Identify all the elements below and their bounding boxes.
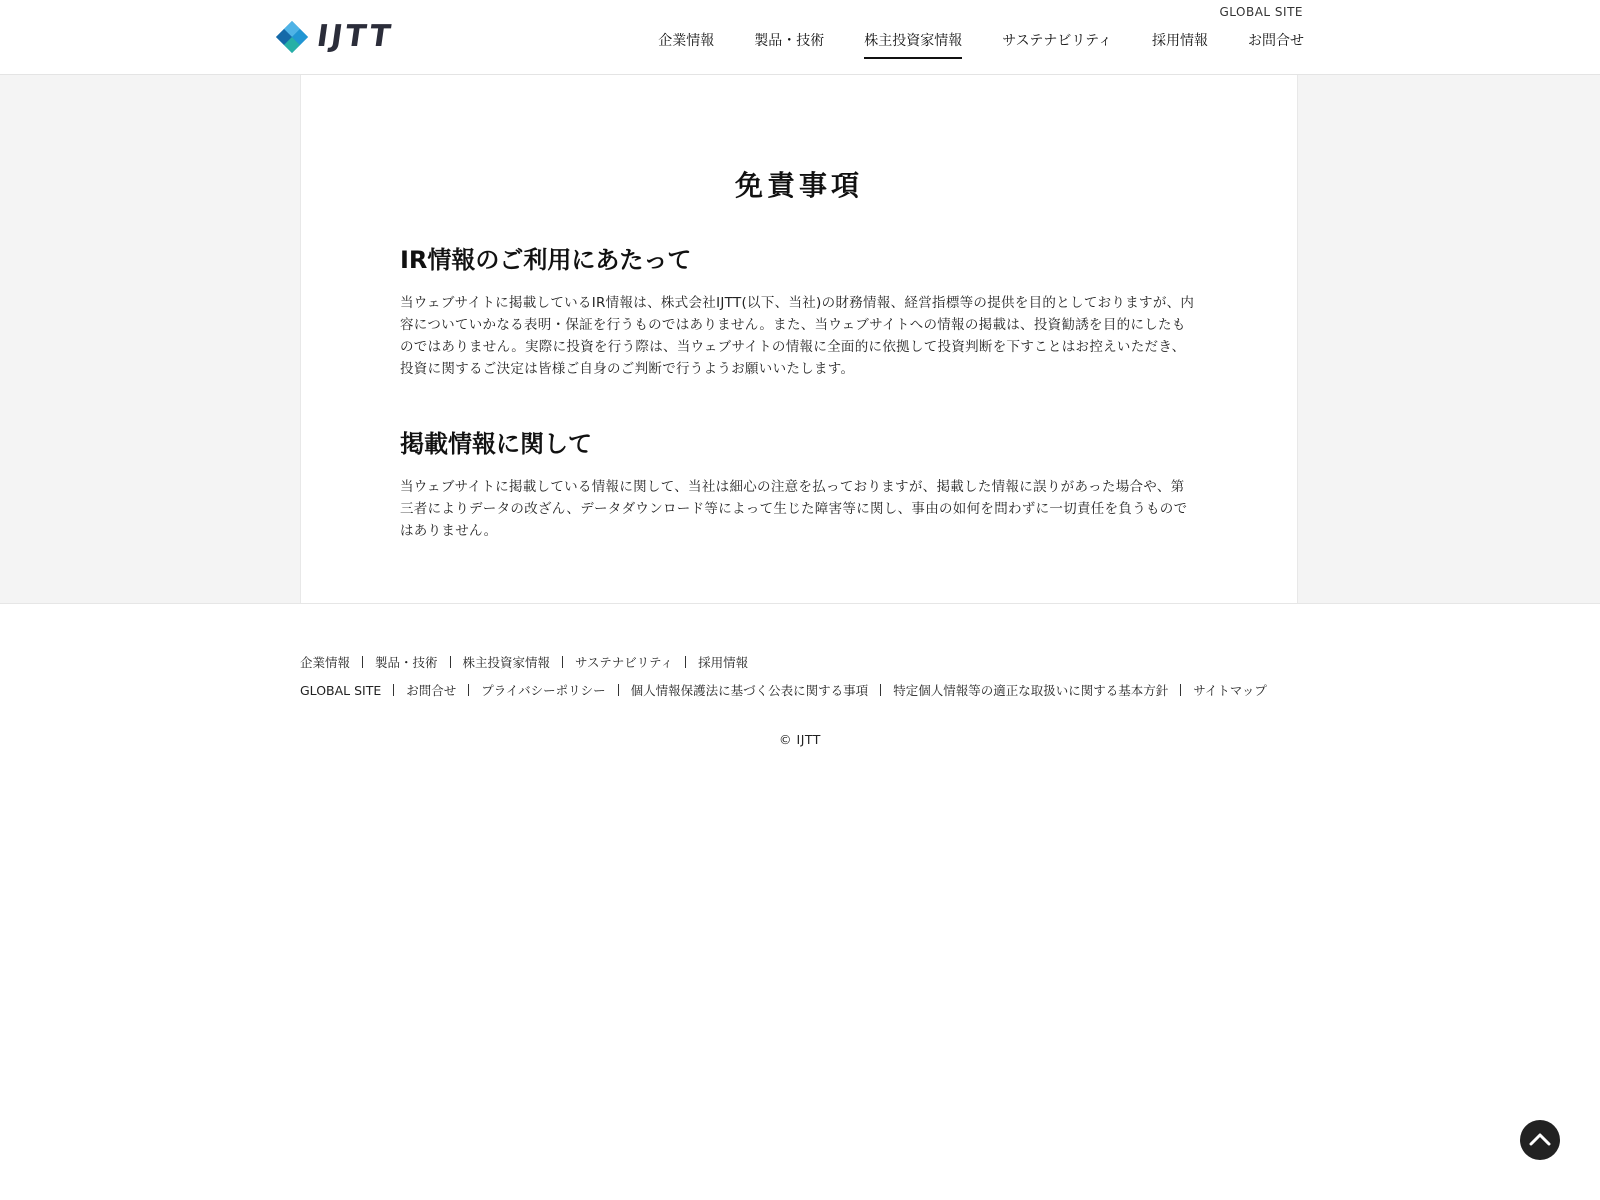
- footer-link-sitemap[interactable]: サイトマップ: [1193, 683, 1267, 698]
- footer-link-contact[interactable]: お問合せ: [406, 683, 457, 698]
- footer-separator: [618, 684, 619, 696]
- content-box: [300, 75, 1298, 603]
- footer-separator: [880, 684, 881, 696]
- footer-link-products[interactable]: 製品・技術: [375, 655, 438, 670]
- site-header: [0, 0, 1600, 75]
- logo-wordmark: IJTT: [314, 19, 396, 54]
- footer-links: [300, 652, 1300, 708]
- nav-item-products[interactable]: 製品・技術: [754, 33, 825, 49]
- footer-link-global-site[interactable]: GLOBAL SITE: [300, 682, 382, 698]
- footer-link-investors[interactable]: 株主投資家情報: [462, 655, 551, 670]
- footer-separator: [1180, 684, 1181, 696]
- footer-link-specific-personal-info-policy[interactable]: 特定個人情報等の適正な取扱いに関する基本方針: [893, 683, 1169, 698]
- page-title: 免責事項: [734, 168, 863, 202]
- section-heading-posted-info: 掲載情報に関して: [400, 430, 592, 458]
- footer-link-sustainability[interactable]: サステナビリティ: [575, 655, 674, 670]
- section-body-posted-info: 当ウェブサイトに掲載している情報に関して、当社は細心の注意を払っておりますが、掲載した情報に誤りがあった場合や、第三者によりデータの改ざん、データダウンロード等によって生じた障害等に関し、事由の如何を問わずに一切責任を負うものではありません。: [400, 479, 1188, 539]
- footer-link-personal-info-disclosure[interactable]: 個人情報保護法に基づく公表に関する事項: [630, 683, 869, 698]
- copyright: © IJTT: [779, 732, 821, 747]
- nav-item-investors[interactable]: 株主投資家情報: [864, 31, 962, 59]
- footer-separator: [393, 684, 394, 696]
- nav-item-sustainability[interactable]: サステナビリティ: [1002, 33, 1112, 49]
- page-background-band: [0, 75, 1600, 604]
- footer-separator: [362, 656, 363, 668]
- section-body-ir-usage: 当ウェブサイトに掲載しているIR情報は、株式会社IJTT(以下、当社)の財務情報、経営指標等の提供を目的としておりますが、内容についていかなる表明・保証を行うものではありません。また、当ウェブサイトへの情報の掲載は、投資勧誘を目的にしたものではありません。実際に投資を行う際は、当ウェブサイトの情報に全面的に依拠して投資判断を下すことはお控えいただき、投資に関するご決定は皆様ご自身のご判断で行うようお願いいたします。: [400, 295, 1195, 377]
- site-logo[interactable]: [275, 19, 396, 54]
- footer-row-secondary: [300, 680, 1300, 700]
- nav-item-recruit[interactable]: 採用情報: [1152, 33, 1208, 49]
- global-site-link[interactable]: GLOBAL SITE: [1219, 5, 1303, 19]
- chevron-up-icon: [1529, 1131, 1551, 1150]
- footer-separator: [450, 656, 451, 668]
- back-to-top-button[interactable]: [1520, 1120, 1560, 1160]
- global-site-link-wrapper: [1219, 5, 1303, 19]
- footer-link-company[interactable]: 企業情報: [300, 655, 351, 670]
- nav-item-company[interactable]: 企業情報: [658, 33, 715, 49]
- footer-row-primary: [300, 652, 1300, 672]
- ijtt-diamond-logo-icon: [275, 20, 309, 54]
- footer-separator: [685, 656, 686, 668]
- footer-link-privacy-policy[interactable]: プライバシーポリシー: [481, 683, 606, 698]
- footer-link-recruit[interactable]: 採用情報: [698, 655, 749, 670]
- nav-item-contact[interactable]: お問合せ: [1248, 33, 1304, 49]
- main-nav: [618, 31, 1304, 59]
- footer-separator: [468, 684, 469, 696]
- footer-separator: [562, 656, 563, 668]
- section-heading-ir-usage: IR情報のご利用にあたって: [400, 246, 692, 274]
